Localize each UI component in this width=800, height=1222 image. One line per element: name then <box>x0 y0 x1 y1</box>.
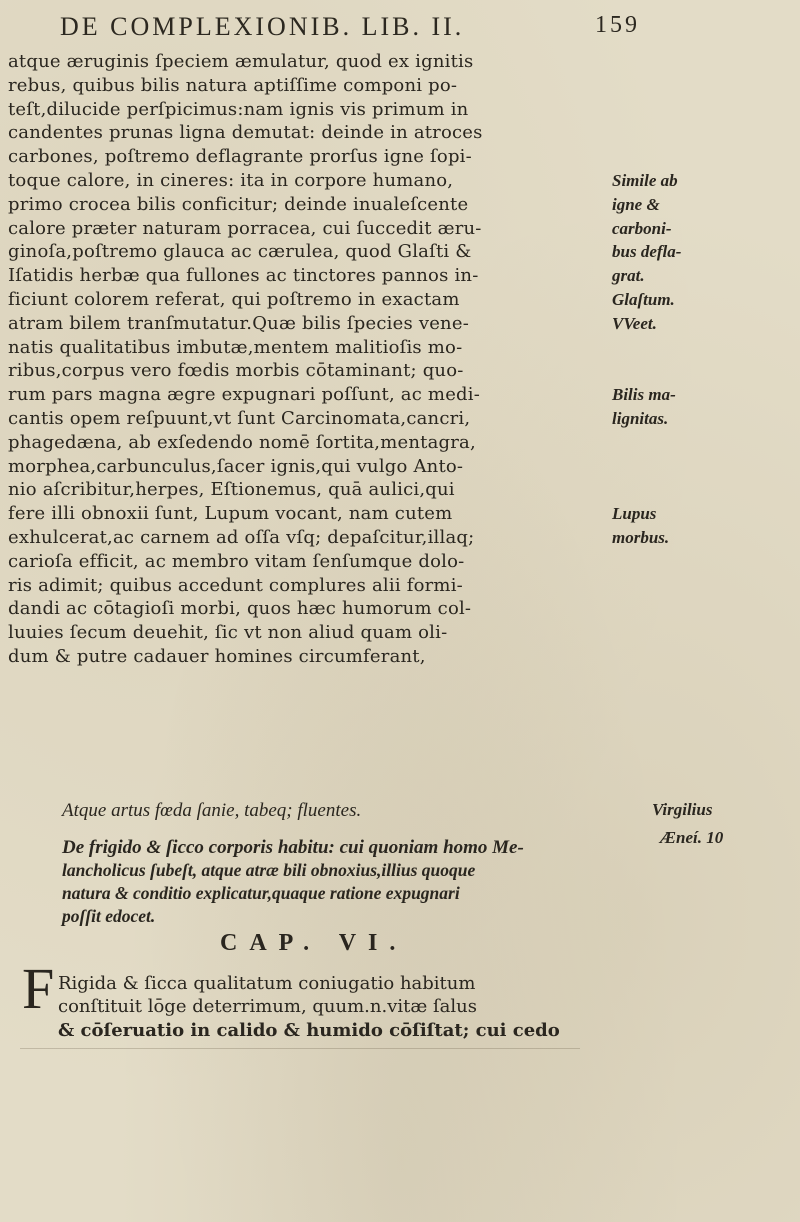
chapter-opening-text <box>58 972 618 1042</box>
text-line: ribus,corpus vero fœdis morbis cōtaminant; quo- <box>8 360 464 382</box>
text-line: natis qualitatibus imbutæ,mentem malitioſis mo- <box>8 336 463 358</box>
text-line: luuies ſecum deuehit, ſic vt non aliud quam oli- <box>8 622 448 644</box>
text-line: ris adimit; quibus accedunt complures alii formi- <box>8 574 463 596</box>
main-text-block <box>8 50 608 669</box>
text-line: dandi ac cōtagioſi morbi, quos hæc humorum col- <box>8 598 472 620</box>
page-number: 159 <box>595 12 640 38</box>
text-line: calore præter naturam porracea, cui ſuccedit æru- <box>8 217 482 239</box>
running-header <box>60 10 640 46</box>
text-line: primo crocea bilis conficitur; deinde inualeſcente <box>8 193 469 215</box>
summary-line: De frigido & ſicco corporis habitu: cui quoniam homo Me- <box>62 837 524 858</box>
text-line: cantis opem reſpuunt,vt ſunt Carcinomata,cancri, <box>8 407 471 429</box>
margin-note: bus defla- <box>612 242 682 262</box>
text-line: & cōſeruatio in calido & humido cōſiſtat; cui cedo <box>58 1019 560 1041</box>
text-line: morphea,carbunculus,ſacer ignis,qui vulgo Anto- <box>8 455 464 477</box>
margin-note: carboni- <box>612 218 672 238</box>
summary-line: lancholicus ſubeſt, atque atræ bili obnoxius,illius quoque <box>62 860 476 880</box>
margin-note: VVeet. <box>612 313 657 333</box>
margin-note: morbus. <box>612 528 670 547</box>
margin-note: igne & <box>612 194 660 214</box>
text-line: conſtituit lōge deterrimum, quum.n.vitæ ſalus <box>58 996 477 1018</box>
text-line: ficiunt colorem referat, qui poſtremo in exactam <box>8 288 460 310</box>
text-line: nio aſcribitur,herpes, Eſtionemus, quā aulici,qui <box>8 479 455 501</box>
chapter-summary <box>62 836 662 928</box>
text-line: rebus, quibus bilis natura aptiſſime componi po- <box>8 74 458 96</box>
summary-line: natura & conditio explicatur,quaque ratione expugnari <box>62 883 460 903</box>
text-line: Iſatidis herbæ qua fullones ac tinctores pannos in- <box>8 265 479 287</box>
text-line: atque æruginis ſpeciem æmulatur, quod ex ignitis <box>8 51 474 72</box>
text-line: phagedæna, ab exſedendo nomē ſortita,mentagra, <box>8 431 476 453</box>
text-line: rum pars magna ægre expugnari poſſunt, ac medi- <box>8 384 481 406</box>
verse-source: Virgilius <box>652 800 713 819</box>
text-line: exhulcerat,ac carnem ad oſſa vſq; depaſcitur,illaq; <box>8 526 475 548</box>
margin-note: grat. <box>612 266 645 286</box>
margin-note: Glaſtum. <box>612 290 675 309</box>
verse-quotation: Atque artus fœda ſanie, tabeq; fluentes. <box>62 800 362 821</box>
page-divider <box>20 1048 580 1049</box>
text-line: Rigida & ſicca qualitatum coniugatio habitum <box>58 973 476 994</box>
margin-note: lignitas. <box>612 409 669 428</box>
verse-reference: Æneí. 10 <box>660 828 724 847</box>
margin-note: Simile ab <box>612 171 678 190</box>
text-line: dum & putre cadauer homines circumferant, <box>8 645 426 667</box>
text-line: teſt,dilucide perſpicimus:nam ignis vis primum in <box>8 98 469 120</box>
text-line: fere illi obnoxii ſunt, Lupum vocant, nam cutem <box>8 503 453 525</box>
text-line: toque calore, in cineres: ita in corpore humano, <box>8 169 454 191</box>
text-line: ginoſa,poſtremo glauca ac cærulea, quod Glaſti & <box>8 241 472 263</box>
chapter-heading: CAP. VI. <box>220 930 408 956</box>
summary-line: poſſit edocet. <box>62 906 156 926</box>
text-line: atram bilem tranſmutatur.Quæ bilis ſpecies vene- <box>8 312 469 334</box>
margin-note: Lupus <box>612 504 657 524</box>
text-line: carioſa efficit, ac membro vitam ſenſumque dolo- <box>8 550 465 572</box>
drop-initial: F <box>22 956 55 1021</box>
text-line: candentes prunas ligna demutat: deinde in atroces <box>8 122 483 144</box>
text-line: carbones, poſtremo deflagrante prorſus igne ſopi- <box>8 146 472 168</box>
running-title: DE COMPLEXIONIB. LIB. II. <box>60 12 465 41</box>
margin-note: Bilis ma- <box>612 385 676 405</box>
